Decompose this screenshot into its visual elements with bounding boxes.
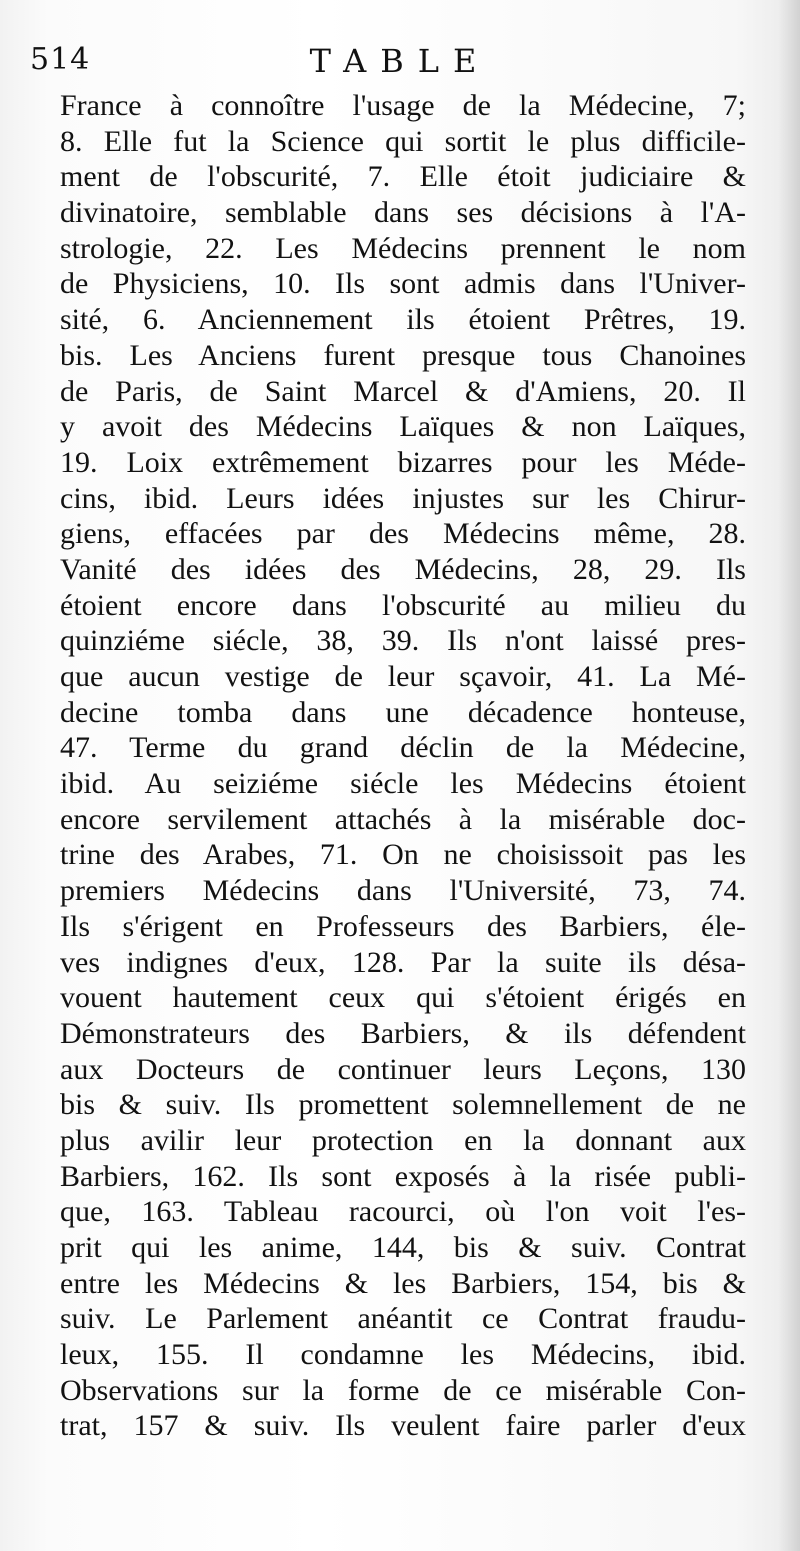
text-line: Ils s'érigent en Professeurs des Barbiers, éle- — [60, 909, 746, 943]
text-line: de Paris, de Saint Marcel & d'Amiens, 20. Il — [60, 374, 746, 408]
text-line: bis & suiv. Ils promettent solemnellement de ne — [60, 1088, 746, 1122]
running-title: TABLE — [309, 42, 491, 80]
text-line: 47. Terme du grand déclin de la Médecine, — [60, 731, 746, 765]
text-line: suiv. Le Parlement anéantit ce Contrat fraudu- — [60, 1302, 746, 1336]
text-line: aux Docteurs de continuer leurs Leçons, 130 — [60, 1052, 746, 1086]
text-line: plus avilir leur protection en la donnant aux — [60, 1123, 746, 1157]
text-line: bis. Les Anciens furent presque tous Chanoines — [60, 338, 746, 372]
text-line: Observations sur la forme de ce misérable Con- — [60, 1373, 746, 1407]
text-line: entre les Médecins & les Barbiers, 154, bis & — [60, 1266, 746, 1300]
page-edge-shadow — [778, 0, 800, 1551]
text-line: giens, effacées par des Médecins même, 28. — [60, 517, 746, 551]
page-header — [30, 42, 770, 92]
text-line: étoient encore dans l'obscurité au milieu du — [60, 588, 746, 622]
text-line: que aucun vestige de leur sçavoir, 41. La Mé- — [60, 660, 746, 693]
text-line: 8. Elle fut la Science qui sortit le plus difficile- — [60, 124, 746, 158]
text-line: 19. Loix extrêmement bizarres pour les Méde- — [60, 445, 746, 479]
text-line: strologie, 22. Les Médecins prennent le nom — [60, 231, 746, 265]
text-line: encore servilement attachés à la misérable doc- — [60, 802, 746, 836]
text-line: prit qui les anime, 144, bis & suiv. Contrat — [60, 1231, 746, 1264]
text-line: vouent hautement ceux qui s'étoient érigés en — [60, 981, 746, 1015]
text-line: premiers Médecins dans l'Université, 73, 74. — [60, 874, 746, 908]
text-line: Barbiers, 162. Ils sont exposés à la risée publi- — [60, 1159, 746, 1193]
text-line: que, 163. Tableau racourci, où l'on voit l'es- — [60, 1195, 746, 1229]
text-line: Démonstrateurs des Barbiers, & ils défendent — [60, 1016, 746, 1050]
text-line: ibid. Au seiziéme siécle les Médecins étoient — [60, 767, 746, 801]
text-line: France à connoître l'usage de la Médecine, 7; — [60, 89, 746, 122]
text-line: trine des Arabes, 71. On ne choisissoit pas les — [60, 838, 746, 872]
text-line: trat, 157 & suiv. Ils veulent faire parler d'eux — [60, 1409, 746, 1443]
text-line: ment de l'obscurité, 7. Elle étoit judiciaire & — [60, 160, 746, 194]
text-line: y avoit des Médecins Laïques & non Laïques, — [60, 410, 746, 444]
text-line: cins, ibid. Leurs idées injustes sur les Chirur- — [60, 481, 746, 515]
text-line: Vanité des idées des Médecins, 28, 29. Ils — [60, 552, 746, 586]
text-line: sité, 6. Anciennement ils étoient Prêtres, 19. — [60, 303, 746, 337]
text-line: leux, 155. Il condamne les Médecins, ibid. — [60, 1338, 746, 1372]
text-line: divinatoire, semblable dans ses décisions à l'A- — [60, 196, 746, 230]
text-line: ves indignes d'eux, 128. Par la suite ils désa- — [60, 945, 746, 979]
page-number: 514 — [30, 42, 91, 77]
text-line: de Physiciens, 10. Ils sont admis dans l'Univer- — [60, 267, 746, 301]
text-line: quinziéme siécle, 38, 39. Ils n'ont laissé pres- — [60, 624, 746, 658]
text-line: decine tomba dans une décadence honteuse, — [60, 695, 746, 729]
index-text-block — [60, 88, 746, 1444]
